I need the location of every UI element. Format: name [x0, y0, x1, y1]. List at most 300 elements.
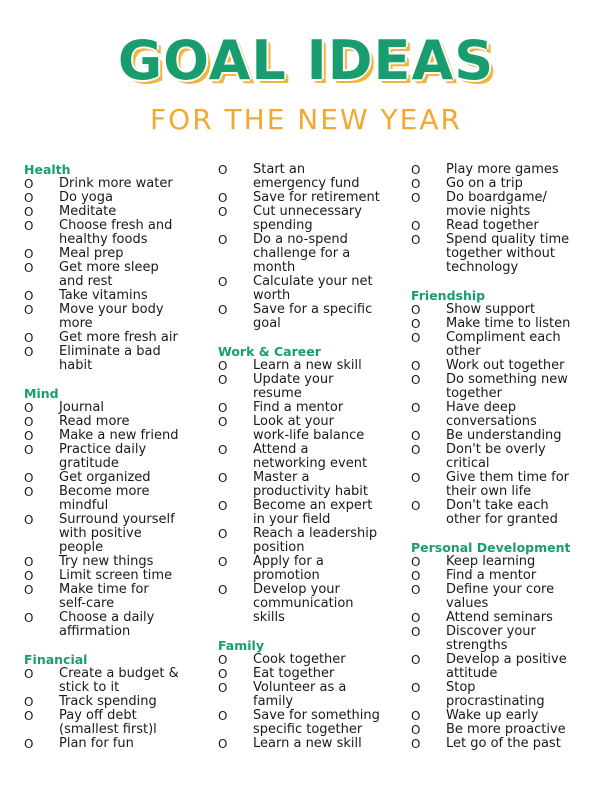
checkbox-circle-icon: O [411, 233, 421, 247]
checkbox-circle-icon: O [24, 429, 34, 443]
checkbox-circle-icon: O [218, 527, 228, 541]
goal-item-text: Get organized [59, 470, 151, 485]
goal-item-text: more [59, 316, 93, 331]
checkbox-circle-icon: O [24, 709, 34, 723]
goal-item [24, 569, 214, 583]
goal-item-continued [411, 695, 601, 709]
goal-item-text: Get more fresh air [59, 330, 178, 345]
goal-item [24, 513, 214, 527]
checkbox-circle-icon [411, 345, 446, 359]
goal-item-continued [218, 387, 408, 401]
checkbox-circle-icon: O [218, 415, 228, 429]
goal-item [218, 373, 408, 387]
goal-item [411, 331, 601, 345]
goal-item [24, 429, 214, 443]
checkbox-circle-icon [218, 569, 253, 583]
goal-item-text: their own life [446, 484, 532, 499]
goal-item [411, 317, 601, 331]
goal-item-text: critical [446, 456, 490, 471]
goal-item [218, 681, 408, 695]
goal-item [218, 583, 408, 597]
goal-item-text: Attend a [253, 442, 309, 457]
goal-item-continued [411, 345, 601, 359]
checkbox-circle-icon: O [411, 625, 421, 639]
goal-item-text: resume [253, 386, 302, 401]
goal-item [24, 289, 214, 303]
checkbox-circle-icon [218, 261, 253, 275]
checkbox-circle-icon: O [411, 331, 421, 345]
checkbox-circle-icon: O [218, 233, 228, 247]
goal-item-text: Find a mentor [253, 400, 344, 415]
goal-item-text: month [253, 260, 296, 275]
goal-item-continued [218, 541, 408, 555]
goal-item-text: (smallest first)l [59, 722, 157, 737]
goal-item-continued [411, 205, 601, 219]
goal-item [411, 611, 601, 625]
goal-item-text: people [59, 540, 104, 555]
goal-item-text: Journal [59, 400, 104, 415]
goal-item [218, 401, 408, 415]
goal-item-text: Do boardgame/ [446, 190, 547, 205]
goal-item-continued [24, 597, 214, 611]
checkbox-circle-icon: O [411, 555, 421, 569]
goal-item-continued [411, 387, 601, 401]
checkbox-circle-icon: O [411, 723, 421, 737]
checkbox-circle-icon [411, 695, 446, 709]
goal-item [218, 275, 408, 289]
goal-item-continued [218, 219, 408, 233]
goal-item-text: specific together [253, 722, 363, 737]
goal-item-continued [24, 275, 214, 289]
goal-item [24, 583, 214, 597]
goal-item [24, 485, 214, 499]
goal-item [411, 177, 601, 191]
checkbox-circle-icon: O [411, 303, 421, 317]
checkbox-circle-icon: O [218, 653, 228, 667]
goal-item-text: Show support [446, 302, 536, 317]
goal-item-text: together without [446, 246, 555, 261]
goal-item-continued [218, 177, 408, 191]
checkbox-circle-icon: O [24, 415, 34, 429]
goal-item-continued [411, 415, 601, 429]
goal-item [218, 527, 408, 541]
goal-item-text: Track spending [59, 694, 157, 709]
goal-item-text: gratitude [59, 456, 119, 471]
goal-item [218, 499, 408, 513]
goal-item-text: position [253, 540, 305, 555]
goal-item-text: Start an [253, 162, 306, 177]
checkbox-circle-icon [24, 625, 59, 639]
goal-item [24, 331, 214, 345]
column-2 [218, 163, 408, 765]
goal-item-text: mindful [59, 498, 109, 513]
goal-item-text: Do yoga [59, 190, 113, 205]
goal-item-continued [24, 625, 214, 639]
checkbox-circle-icon: O [218, 191, 228, 205]
goal-item [24, 555, 214, 569]
goal-item [411, 555, 601, 569]
goal-item-text: Stop [446, 680, 476, 695]
goal-item-text: challenge for a [253, 246, 351, 261]
checkbox-circle-icon: O [218, 583, 228, 597]
goal-item-text: spending [253, 218, 313, 233]
goal-section [24, 653, 214, 751]
goal-item-text: healthy foods [59, 232, 148, 247]
checkbox-circle-icon: O [218, 373, 228, 387]
goal-item-text: Move your body [59, 302, 164, 317]
goal-item [411, 401, 601, 415]
goal-item-continued [218, 261, 408, 275]
goal-item-text: Create a budget & [59, 666, 179, 681]
goal-item-text: work-life balance [253, 428, 365, 443]
checkbox-circle-icon [218, 387, 253, 401]
checkbox-circle-icon: O [218, 359, 228, 373]
checkbox-circle-icon [411, 513, 446, 527]
goal-item [218, 667, 408, 681]
goal-item-text: Read more [59, 414, 130, 429]
goal-item [218, 191, 408, 205]
checkbox-circle-icon [218, 723, 253, 737]
checkbox-circle-icon: O [24, 289, 34, 303]
goal-item-text: Practice daily [59, 442, 147, 457]
goal-item [24, 261, 214, 275]
goal-item-continued [24, 359, 214, 373]
goal-item-text: Work out together [446, 358, 565, 373]
goal-item [411, 233, 601, 247]
goal-item-continued [411, 639, 601, 653]
goal-item-text: Meal prep [59, 246, 124, 261]
goal-item-text: Learn a new skill [253, 736, 362, 751]
goal-item-text: Take vitamins [59, 288, 148, 303]
checkbox-circle-icon [218, 177, 253, 191]
checkbox-circle-icon: O [218, 499, 228, 513]
goal-item-text: Look at your [253, 414, 335, 429]
goal-section [411, 541, 601, 751]
checkbox-circle-icon: O [218, 205, 228, 219]
checkbox-circle-icon [24, 499, 59, 513]
goal-item-continued [24, 681, 214, 695]
goal-item-continued [411, 513, 601, 527]
checkbox-circle-icon [24, 317, 59, 331]
checkbox-circle-icon [218, 219, 253, 233]
goal-item-continued [24, 233, 214, 247]
goal-item-continued [218, 513, 408, 527]
checkbox-circle-icon: O [24, 485, 34, 499]
goal-item [411, 163, 601, 177]
goal-item [24, 401, 214, 415]
goal-item-text: worth [253, 288, 291, 303]
goal-item-text: Reach a leadership [253, 526, 378, 541]
checkbox-circle-icon [218, 429, 253, 443]
goal-item-text: emergency fund [253, 176, 360, 191]
checkbox-circle-icon [411, 247, 446, 261]
section-title: Mind [24, 386, 59, 401]
goal-item-text: attitude [446, 666, 498, 681]
goal-item-text: Read together [446, 218, 539, 233]
goal-item-continued [411, 457, 601, 471]
checkbox-circle-icon: O [411, 317, 421, 331]
checkbox-circle-icon: O [24, 443, 34, 457]
goal-item [218, 709, 408, 723]
checkbox-circle-icon: O [24, 737, 34, 751]
goal-item-text: values [446, 596, 489, 611]
checkbox-circle-icon: O [411, 429, 421, 443]
goal-item-text: Cut unnecessary [253, 204, 362, 219]
checkbox-circle-icon [218, 457, 253, 471]
goal-item-continued [24, 723, 214, 737]
goal-section [218, 639, 408, 751]
goal-item-text: Update your [253, 372, 334, 387]
checkbox-circle-icon [218, 485, 253, 499]
checkbox-circle-icon: O [218, 401, 228, 415]
checkbox-circle-icon [411, 667, 446, 681]
goal-item-continued [218, 457, 408, 471]
checkbox-circle-icon [24, 275, 59, 289]
goal-item-text: Plan for fun [59, 736, 134, 751]
checkbox-circle-icon: O [411, 191, 421, 205]
goal-item [411, 625, 601, 639]
goal-item-text: Cook together [253, 652, 346, 667]
goal-item-text: promotion [253, 568, 320, 583]
goal-item-text: family [253, 694, 294, 709]
goal-item [411, 709, 601, 723]
checkbox-circle-icon [411, 639, 446, 653]
goal-item [218, 471, 408, 485]
goal-item [411, 583, 601, 597]
goal-item-text: Eliminate a bad [59, 344, 161, 359]
goal-section [24, 387, 214, 639]
checkbox-circle-icon [24, 233, 59, 247]
column-3 [411, 163, 601, 765]
goal-item-text: Limit screen time [59, 568, 173, 583]
goal-item [411, 653, 601, 667]
goal-item [24, 345, 214, 359]
goal-item-continued [218, 723, 408, 737]
checkbox-circle-icon [411, 457, 446, 471]
goal-item-text: Meditate [59, 204, 117, 219]
goal-item [411, 471, 601, 485]
checkbox-circle-icon: O [24, 583, 34, 597]
goal-item-text: goal [253, 316, 281, 331]
goal-item [411, 303, 601, 317]
goal-item-continued [218, 485, 408, 499]
checkbox-circle-icon: O [411, 709, 421, 723]
goal-item-continued [411, 261, 601, 275]
goal-section [411, 163, 601, 275]
goal-item [411, 373, 601, 387]
checkbox-circle-icon: O [218, 471, 228, 485]
goal-item [24, 177, 214, 191]
section-title: Personal Development [411, 540, 571, 555]
checkbox-circle-icon: O [411, 443, 421, 457]
checkbox-circle-icon: O [24, 191, 34, 205]
checkbox-circle-icon: O [24, 513, 34, 527]
checkbox-circle-icon: O [24, 695, 34, 709]
goal-item-text: networking event [253, 456, 368, 471]
checkbox-circle-icon: O [24, 247, 34, 261]
goal-item [411, 191, 601, 205]
checkbox-circle-icon [24, 359, 59, 373]
goal-item-text: Make time to listen [446, 316, 571, 331]
checkbox-circle-icon: O [24, 331, 34, 345]
goal-item-text: other [446, 344, 481, 359]
checkbox-circle-icon [411, 415, 446, 429]
checkbox-circle-icon: O [411, 569, 421, 583]
checkbox-circle-icon [24, 541, 59, 555]
goal-item [411, 569, 601, 583]
checkbox-circle-icon [411, 597, 446, 611]
goal-item-text: Volunteer as a [253, 680, 347, 695]
goal-item-text: Apply for a [253, 554, 324, 569]
goal-item-text: Get more sleep [59, 260, 159, 275]
goal-item [218, 443, 408, 457]
goal-item-text: together [446, 386, 502, 401]
goal-item-text: stick to it [59, 680, 120, 695]
goal-section [218, 345, 408, 625]
checkbox-circle-icon: O [24, 569, 34, 583]
goal-item [24, 737, 214, 751]
goal-item-text: self-care [59, 596, 115, 611]
goal-item-continued [411, 247, 601, 261]
goal-section [24, 163, 214, 373]
checkbox-circle-icon: O [411, 737, 421, 751]
checkbox-circle-icon: O [411, 471, 421, 485]
goal-item [218, 163, 408, 177]
goal-item [218, 303, 408, 317]
checkbox-circle-icon: O [218, 709, 228, 723]
goal-item-text: Do a no-spend [253, 232, 348, 247]
checkbox-circle-icon: O [411, 653, 421, 667]
checkbox-circle-icon [218, 289, 253, 303]
goal-item-continued [411, 597, 601, 611]
section-title: Work & Career [218, 344, 321, 359]
goal-item-text: with positive [59, 526, 142, 541]
checkbox-circle-icon: O [411, 359, 421, 373]
checkbox-circle-icon [218, 695, 253, 709]
goal-item [24, 247, 214, 261]
checkbox-circle-icon [411, 485, 446, 499]
goal-item [411, 499, 601, 513]
checkbox-circle-icon: O [24, 303, 34, 317]
checkbox-circle-icon [24, 527, 59, 541]
goal-item-continued [218, 247, 408, 261]
goal-item [411, 359, 601, 373]
checkbox-circle-icon: O [24, 401, 34, 415]
goal-item-text: Drink more water [59, 176, 173, 191]
goal-item-text: Develop your [253, 582, 340, 597]
section-title: Financial [24, 652, 88, 667]
goal-section [218, 163, 408, 331]
goal-item-continued [24, 317, 214, 331]
checkbox-circle-icon: O [24, 261, 34, 275]
goal-item-text: Eat together [253, 666, 335, 681]
goal-item [24, 415, 214, 429]
goal-item [411, 443, 601, 457]
checkbox-circle-icon: O [218, 163, 228, 177]
goal-item-text: communication [253, 596, 354, 611]
goal-item-text: in your field [253, 512, 331, 527]
checkbox-circle-icon: O [218, 303, 228, 317]
goal-item-text: Make a new friend [59, 428, 179, 443]
goal-item-text: Don't take each [446, 498, 549, 513]
goal-item-text: movie nights [446, 204, 531, 219]
goal-item-text: affirmation [59, 624, 131, 639]
goal-item [218, 653, 408, 667]
goal-item [218, 737, 408, 751]
goal-item-continued [218, 317, 408, 331]
goal-item-text: procrastinating [446, 694, 545, 709]
checkbox-circle-icon: O [24, 471, 34, 485]
goal-item-text: Play more games [446, 162, 559, 177]
checkbox-circle-icon [218, 247, 253, 261]
goal-item-text: Learn a new skill [253, 358, 362, 373]
checkbox-circle-icon: O [411, 681, 421, 695]
goal-item-text: Become an expert [253, 498, 373, 513]
checkbox-circle-icon: O [411, 373, 421, 387]
checkbox-circle-icon [218, 611, 253, 625]
goal-item [218, 233, 408, 247]
goal-item-text: conversations [446, 414, 537, 429]
goal-item-text: Save for retirement [253, 190, 380, 205]
goal-item [411, 219, 601, 233]
goal-item [411, 429, 601, 443]
goal-item-text: Discover your [446, 624, 536, 639]
goal-item [24, 205, 214, 219]
goal-item-text: Let go of the past [446, 736, 561, 751]
goal-item-text: Be more proactive [446, 722, 566, 737]
checkbox-circle-icon: O [218, 443, 228, 457]
checkbox-circle-icon [218, 317, 253, 331]
section-title: Health [24, 162, 71, 177]
checkbox-circle-icon: O [24, 345, 34, 359]
section-title: Family [218, 638, 264, 653]
checkbox-circle-icon: O [411, 611, 421, 625]
goal-item-text: Surround yourself [59, 512, 175, 527]
goal-item [411, 737, 601, 751]
goal-item [218, 555, 408, 569]
goal-item [24, 443, 214, 457]
checkbox-circle-icon: O [24, 555, 34, 569]
goal-item-continued [24, 457, 214, 471]
goal-item-text: Develop a positive [446, 652, 567, 667]
goal-item-text: Choose fresh and [59, 218, 173, 233]
goal-item-text: Make time for [59, 582, 149, 597]
checkbox-circle-icon: O [218, 275, 228, 289]
goal-item-text: Have deep [446, 400, 517, 415]
goal-item-continued [218, 289, 408, 303]
goal-item [24, 611, 214, 625]
checkbox-circle-icon: O [24, 205, 34, 219]
column-1 [24, 163, 214, 765]
goal-item-text: Master a [253, 470, 310, 485]
goal-item-text: Keep learning [446, 554, 536, 569]
checkbox-circle-icon [24, 597, 59, 611]
goal-item-continued [218, 569, 408, 583]
checkbox-circle-icon: O [218, 555, 228, 569]
goal-item-text: Don't be overly [446, 442, 546, 457]
goal-item-continued [411, 667, 601, 681]
goal-item-text: and rest [59, 274, 113, 289]
section-title: Friendship [411, 288, 486, 303]
checkbox-circle-icon [411, 205, 446, 219]
checkbox-circle-icon [411, 387, 446, 401]
goal-item-continued [411, 485, 601, 499]
checkbox-circle-icon [24, 457, 59, 471]
goal-section [411, 289, 601, 527]
goal-item-text: Spend quality time [446, 232, 570, 247]
goal-item-text: Do something new [446, 372, 568, 387]
page-subtitle: FOR THE NEW YEAR [150, 103, 462, 136]
